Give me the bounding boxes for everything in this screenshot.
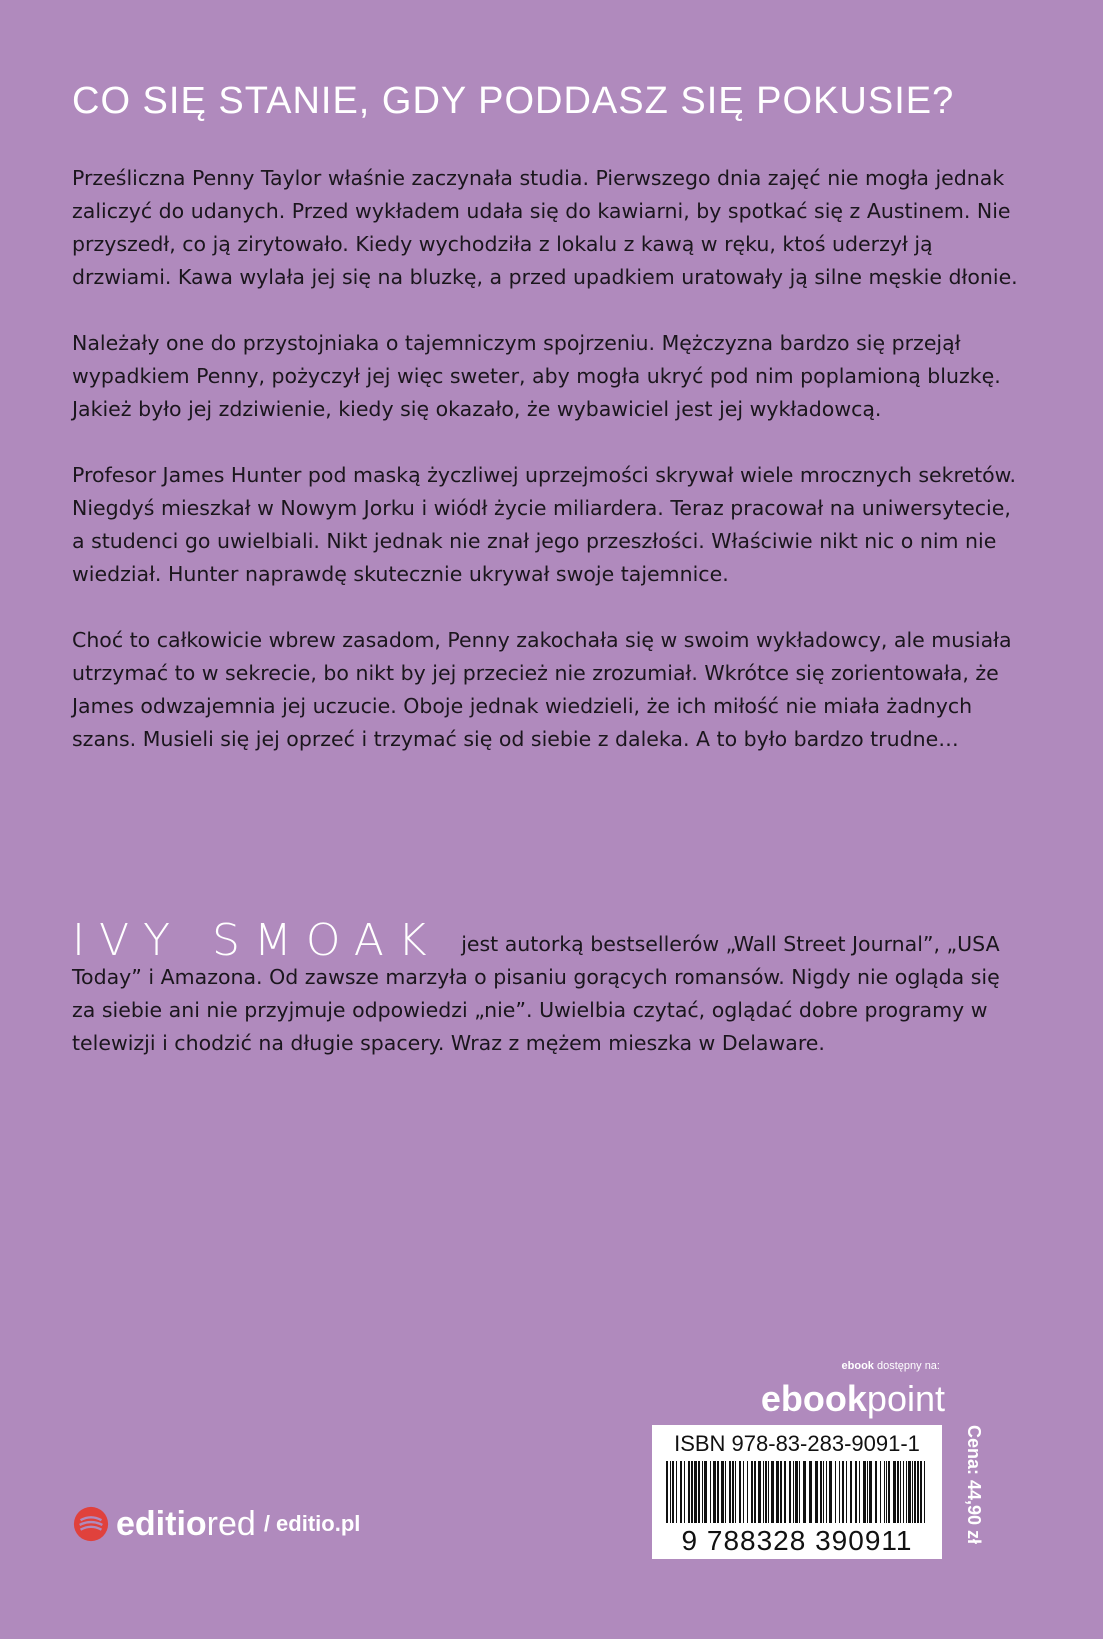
barcode-bar <box>765 1461 767 1523</box>
barcode-bar <box>754 1461 756 1523</box>
barcode-bar <box>826 1461 827 1523</box>
barcode-bar <box>688 1461 690 1523</box>
blurb-text <box>72 162 1022 789</box>
barcode-bar <box>859 1461 860 1523</box>
barcode-bar <box>846 1461 847 1523</box>
barcode-bar <box>900 1461 901 1523</box>
barcode-digits: 9 788328 390911 <box>681 1525 913 1556</box>
barcode-bar <box>763 1461 764 1523</box>
blurb-paragraph-4: Choć to całkowicie wbrew zasadom, Penny zakochała się w swoim wykładowcy, ale musiała utrzymać to w sekrecie, bo nikt by jej przecież nie zrozumiał. Wkrótce się zorientowała, że James odwzajemnia jej uczucie. Oboje jednak wiedzieli, że ich miłość nie miała żadnych szans. Musieli się jej oprzeć i trzymać się od siebie z daleka. A to było bardzo trudne… <box>72 628 1012 751</box>
barcode-bar <box>888 1461 890 1523</box>
publisher-brand-bold: editio <box>116 1504 207 1543</box>
barcode-bar <box>747 1461 748 1523</box>
barcode-bar <box>867 1461 868 1523</box>
blurb-paragraph-3: Profesor James Hunter pod maską życzliwej uprzejmości skrywał wiele mrocznych sekretów. Niegdyś mieszkał w Nowym Jorku i wiódł życie miliardera. Teraz pracował na uniwersytecie, a studenci go uwielbiali. Nikt jednak nie znał jego przeszłości. Właściwie nikt nic o nim nie wiedział. Hunter naprawdę skutecznie ukrywał swoje tajemnice. <box>72 463 1017 586</box>
barcode-bar <box>884 1461 885 1523</box>
barcode-bar <box>875 1461 877 1523</box>
barcode-bar <box>776 1461 779 1523</box>
barcode-bar <box>886 1461 887 1523</box>
barcode-bar <box>672 1461 674 1523</box>
barcode-bar <box>920 1461 922 1523</box>
barcode-bar <box>903 1461 904 1523</box>
blurb-paragraph-1: Prześliczna Penny Taylor właśnie zaczynała studia. Pierwszego dnia zajęć nie mogła jednak zaliczyć do udanych. Przed wykładem udała się do kawiarni, by spotkać się z Austinem. Nie przyszedł, co ją zirytowało. Kiedy wychodziła z lokalu z kawą w ręku, ktoś uderzył ją drzwiami. Kawa wylała jej się na bluzkę, a przed upadkiem uratowały ją silne męskie dłonie. <box>72 166 1018 289</box>
author-bio-text: jest autorką bestsellerów „Wall Street Journal”, „USA Today” i Amazona. Od zawsze marzyła o pisaniu gorących romansów. Nigdy nie ogląda się za siebie ani nie przyjmuje odpowiedzi „nie”. Uwielbia czytać, oglądać dobre programy w telewizji i chodzić na długie spacery. Wraz z mężem mieszka w Delaware. <box>72 932 1000 1055</box>
barcode-bar <box>710 1461 711 1523</box>
ebook-availability-note <box>820 1360 940 1372</box>
barcode-bar <box>729 1461 731 1523</box>
barcode-bar <box>680 1461 682 1523</box>
barcode-bar <box>893 1461 896 1523</box>
barcode-bar <box>799 1461 800 1523</box>
barcode-bar <box>908 1461 911 1523</box>
barcode-bar <box>897 1461 899 1523</box>
publisher-brand <box>116 1505 256 1544</box>
barcode-bar <box>725 1461 726 1523</box>
barcode-bar <box>829 1461 832 1523</box>
barcode-bar <box>694 1461 697 1523</box>
barcode-bar <box>809 1461 812 1523</box>
barcode-bar <box>914 1461 916 1523</box>
barcode-bar <box>666 1461 668 1523</box>
barcode-bar <box>803 1461 806 1523</box>
barcode-bars <box>660 1461 934 1525</box>
barcode-bar <box>670 1461 671 1523</box>
barcode-bar <box>739 1461 741 1523</box>
barcode-bar <box>835 1461 836 1523</box>
headline: CO SIĘ STANIE, GDY PODDASZ SIĘ POKUSIE? <box>72 80 955 122</box>
price-label: Cena: 44,90 zł <box>964 1425 984 1545</box>
barcode-bar <box>758 1461 761 1523</box>
publisher-logo <box>72 1500 360 1548</box>
barcode-bar <box>906 1461 907 1523</box>
barcode-bar <box>850 1461 852 1523</box>
barcode-bar <box>704 1461 707 1523</box>
barcode-bar <box>855 1461 857 1523</box>
ebook-note-rest: dostępny na: <box>873 1360 940 1372</box>
publisher-brand-light: red <box>206 1504 256 1543</box>
barcode-bar <box>691 1461 693 1523</box>
barcode-bar <box>820 1461 822 1523</box>
barcode-bar <box>793 1461 794 1523</box>
isbn-barcode <box>652 1425 942 1559</box>
barcode-bar <box>717 1461 719 1523</box>
barcode-bar <box>839 1461 840 1523</box>
barcode-bar <box>789 1461 791 1523</box>
barcode-bar <box>771 1461 774 1523</box>
author-bio <box>72 915 1022 1060</box>
barcode-bar <box>784 1461 786 1523</box>
ebookpoint-logo <box>725 1378 945 1420</box>
barcode-bar <box>735 1461 736 1523</box>
barcode-bar <box>842 1461 844 1523</box>
barcode-bar <box>721 1461 724 1523</box>
barcode-bar <box>751 1461 753 1523</box>
barcode-bar <box>684 1461 685 1523</box>
barcode-bar <box>917 1461 919 1523</box>
barcode-bar <box>869 1461 872 1523</box>
barcode-bar <box>863 1461 866 1523</box>
barcode-bar <box>795 1461 798 1523</box>
barcode-bar <box>768 1461 769 1523</box>
publisher-website[interactable]: / editio.pl <box>263 1511 361 1536</box>
barcode-bar <box>698 1461 700 1523</box>
barcode-bar <box>676 1461 677 1523</box>
barcode-bar <box>880 1461 881 1523</box>
blurb-paragraph-2: Należały one do przystojniaka o tajemniczym spojrzeniu. Mężczyzna bardzo się przejął wypadkiem Penny, pożyczył jej więc sweter, aby mogła ukryć pod nim poplamioną bluzkę. Jakież było jej zdziwienie, kiedy się okazało, że wybawiciel jest jej wykładowcą. <box>72 331 1001 421</box>
author-name: IVY SMOAK <box>72 915 441 966</box>
barcode-bar <box>912 1461 913 1523</box>
editio-swirl-icon <box>72 1505 110 1543</box>
barcode-bar <box>924 1461 925 1523</box>
ebook-note-bold: ebook <box>841 1360 874 1372</box>
barcode-bar <box>780 1461 782 1523</box>
barcode-bar <box>743 1461 744 1523</box>
ebookpoint-logo-bold: ebook <box>760 1378 867 1419</box>
barcode-bar <box>823 1461 824 1523</box>
barcode-bar <box>702 1461 703 1523</box>
isbn-number: ISBN 978-83-283-9091-1 <box>674 1431 920 1456</box>
barcode-bar <box>815 1461 818 1523</box>
barcode-bar <box>732 1461 734 1523</box>
ebookpoint-logo-light: point <box>866 1378 945 1419</box>
barcode-bar <box>713 1461 716 1523</box>
